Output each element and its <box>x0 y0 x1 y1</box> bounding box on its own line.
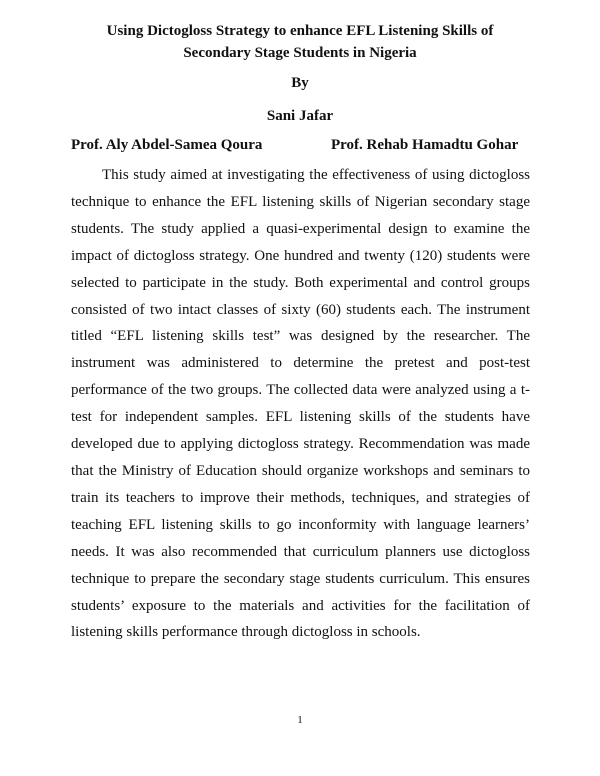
paper-title-line-2: Secondary Stage Students in Nigeria <box>183 45 417 61</box>
author-name: Sani Jafar <box>266 108 334 124</box>
paper-title-line-1: Using Dictogloss Strategy to enhance EFL Listening Skills of <box>106 23 494 39</box>
by-label: By <box>291 75 309 91</box>
paper-title <box>60 20 540 64</box>
page-number: 1 <box>297 714 303 726</box>
abstract-paragraph: This study aimed at investigating the effectiveness of using dictogloss technique to enhance the EFL listening skills of Nigerian secondary stage students. The study applied a quasi-experimental design to examine the impact of dictogloss strategy. One hundred and twenty (120) students were selected to participate in the study. Both experimental and control groups consisted of two intact classes of sixty (60) students each. The instrument titled “EFL listening skills test” was designed by the researcher. The instrument was administered to determine the pretest and post-test performance of the two groups. The collected data were analyzed using a t-test for independent samples. EFL listening skills of the students have developed due to applying dictogloss strategy. Recommendation was made that the Ministry of Education should organize workshops and seminars to train its teachers to improve their methods, techniques, and strategies of teaching EFL listening skills to go inconformity with language learners’ needs. It was also recommended that curriculum planners use dictogloss technique to prepare the secondary stage students curriculum. This ensures students’ exposure to the materials and activities for the facilitation of listening skills performance through dictogloss in schools. <box>71 167 530 641</box>
supervisor-1: Prof. Aly Abdel-Samea Qoura <box>71 137 263 153</box>
supervisor-2: Prof. Rehab Hamadtu Gohar <box>331 137 519 153</box>
